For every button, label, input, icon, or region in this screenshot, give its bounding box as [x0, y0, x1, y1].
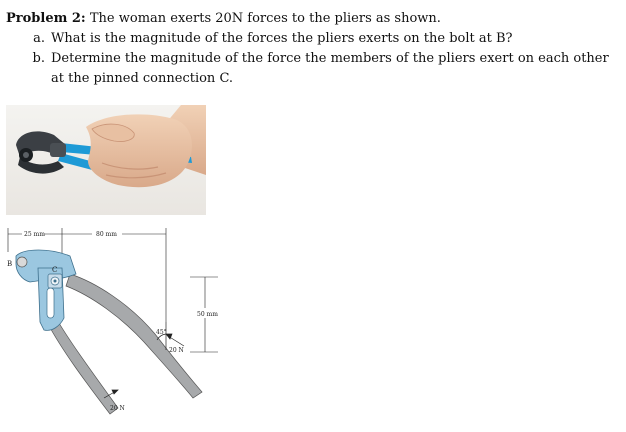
force-upper-label: 20 N [169, 347, 184, 354]
question-b [6, 49, 621, 89]
lower-handle [48, 318, 118, 414]
point-c-label: C [52, 266, 58, 274]
question-a-text: What is the magnitude of the forces the pliers exerts on the bolt at B? [51, 31, 513, 46]
point-b-label: B [7, 260, 13, 268]
pliers-photo [6, 105, 206, 215]
pliers-diagram [0, 222, 240, 427]
problem-text: The woman exerts 20N forces to the pliers as shown. [89, 11, 441, 26]
dim-right-label: 50 mm [197, 311, 218, 318]
question-b-letter: b. [32, 51, 45, 66]
problem-label: Problem 2 [6, 11, 81, 26]
question-a-letter: a. [33, 31, 45, 46]
problem-header [6, 9, 621, 29]
question-a [6, 29, 621, 49]
dim-left-label: 25 mm [24, 231, 45, 238]
angle-label: 45° [156, 329, 167, 336]
problem-statement [6, 9, 621, 89]
dim-top-label: 80 mm [96, 231, 117, 238]
problem-colon: : [80, 11, 86, 26]
force-lower-label: 20 N [110, 405, 125, 412]
question-b-text: Determine the magnitude of the force the members of the pliers exert on each other at the pinned connection C. [51, 51, 609, 86]
